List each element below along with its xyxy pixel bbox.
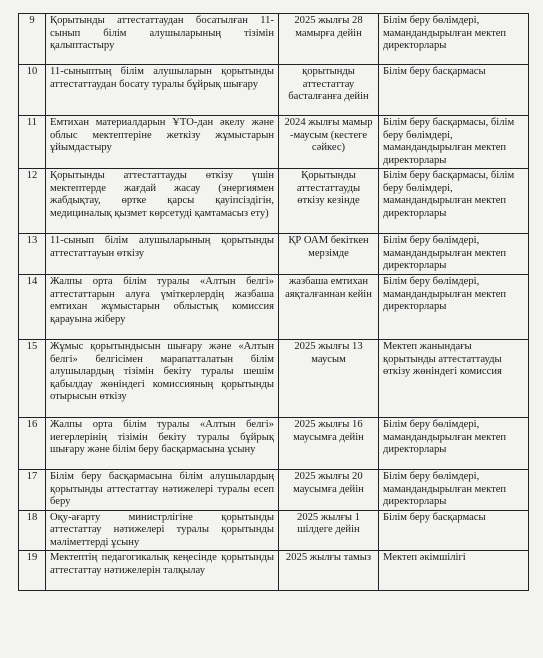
table-row (19, 418, 529, 470)
table-row (19, 470, 529, 511)
deadline-cell: 2025 жылғы 16 маусымға дейін (279, 418, 379, 470)
row-number: 13 (19, 234, 46, 275)
task-cell: Мектептің педагогикалық кеңесінде қорытынды аттестаттау нәтижелерін талқылау (46, 551, 279, 591)
responsible-cell: Білім беру басқармасы (379, 65, 529, 116)
deadline-cell: 2025 жылғы 13 маусым (279, 340, 379, 418)
task-cell: 11-сынып білім алушыларының қорытынды аттестаттауын өткізу (46, 234, 279, 275)
deadline-cell: жазбаша емтихан аяқталғаннан кейін (279, 275, 379, 340)
responsible-cell: Білім беру басқармасы, білім беру бөлімдері, мамандандырылған мектеп директорлары (379, 169, 529, 234)
deadline-cell: 2025 жылғы 20 маусымға дейін (279, 470, 379, 511)
task-cell: Жалпы орта білім туралы «Алтын белгі» аттестаттарын алуға үміткерлердің жазбаша емтихан жұмыстарын облыстық комиссия қарауына жіберу (46, 275, 279, 340)
table-row (19, 551, 529, 591)
responsible-cell: Мектеп әкімшілігі (379, 551, 529, 591)
deadline-cell: қорытынды аттестаттау басталғанға дейін (279, 65, 379, 116)
responsible-cell: Білім беру бөлімдері, мамандандырылған мектеп директорлары (379, 418, 529, 470)
deadline-cell: 2024 жылғы мамыр -маусым (кестеге сәйкес) (279, 116, 379, 169)
task-cell: Қорытынды аттестаттаудан босатылған 11-сынып білім алушыларының тізімін қалыптастыру (46, 14, 279, 65)
deadline-cell: 2025 жылғы 28 мамырға дейін (279, 14, 379, 65)
task-cell: Қорытынды аттестаттауды өткізу үшін мектептерде жағдай жасау (энергиямен жабдықтау, өртке қарсы қауіпсіздігін, медициналық қызмет көрсетуді қамтамасыз ету) (46, 169, 279, 234)
deadline-cell: Қорытынды аттестаттауды өткізу кезінде (279, 169, 379, 234)
row-number: 16 (19, 418, 46, 470)
responsible-cell: Білім беру бөлімдері, мамандандырылған мектеп директорлары (379, 470, 529, 511)
task-cell: Жалпы орта білім туралы «Алтын белгі» иегерлерінің тізімін бекіту туралы бұйрық шығару және білім беру басқармасына ұсыну (46, 418, 279, 470)
deadline-cell: ҚР ОАМ бекіткен мерзімде (279, 234, 379, 275)
row-number: 9 (19, 14, 46, 65)
row-number: 19 (19, 551, 46, 591)
row-number: 17 (19, 470, 46, 511)
deadline-cell: 2025 жылғы тамыз (279, 551, 379, 591)
row-number: 11 (19, 116, 46, 169)
responsible-cell: Мектеп жанындағы қорытынды аттестаттауды өткізу жөніндегі комиссия (379, 340, 529, 418)
row-number: 15 (19, 340, 46, 418)
table-row (19, 65, 529, 116)
table-row (19, 14, 529, 65)
deadline-cell: 2025 жылғы 1 шілдеге дейін (279, 510, 379, 551)
responsible-cell: Білім беру бөлімдері, мамандандырылған мектеп директорлары (379, 14, 529, 65)
responsible-cell: Білім беру бөлімдері, мамандандырылған мектеп директорлары (379, 234, 529, 275)
table-row (19, 116, 529, 169)
table-row (19, 234, 529, 275)
responsible-cell: Білім беру бөлімдері, мамандандырылған мектеп директорлары (379, 275, 529, 340)
task-cell: Білім беру басқармасына білім алушылардың қорытынды аттестаттау нәтижелері туралы есеп беру (46, 470, 279, 511)
table-row (19, 340, 529, 418)
table-row (19, 510, 529, 551)
task-cell: Оқу-ағарту министрлігіне қорытынды аттестаттау нәтижелері туралы қорытынды мәліметтерді ұсыну (46, 510, 279, 551)
table-row (19, 169, 529, 234)
row-number: 18 (19, 510, 46, 551)
task-cell: Емтихан материалдарын ҰТО-дан әкелу және облыс мектептеріне жеткізу жұмыстарын ұйымдастыру (46, 116, 279, 169)
task-cell: 11-сыныптың білім алушыларын қорытынды аттестаттаудан босату туралы бұйрық шығару (46, 65, 279, 116)
responsible-cell: Білім беру басқармасы (379, 510, 529, 551)
task-cell: Жұмыс қорытындысын шығару және «Алтын белгі» белгісімен марапатталатын білім алушылардың тізімін бекіту туралы шешім қабылдау жөніндегі комиссияның қорытынды отырысын өткізу (46, 340, 279, 418)
responsible-cell: Білім беру басқармасы, білім беру бөлімдері, мамандандырылған мектеп директорлары (379, 116, 529, 169)
row-number: 12 (19, 169, 46, 234)
row-number: 14 (19, 275, 46, 340)
exam-schedule-table (18, 13, 529, 591)
table-row (19, 275, 529, 340)
row-number: 10 (19, 65, 46, 116)
